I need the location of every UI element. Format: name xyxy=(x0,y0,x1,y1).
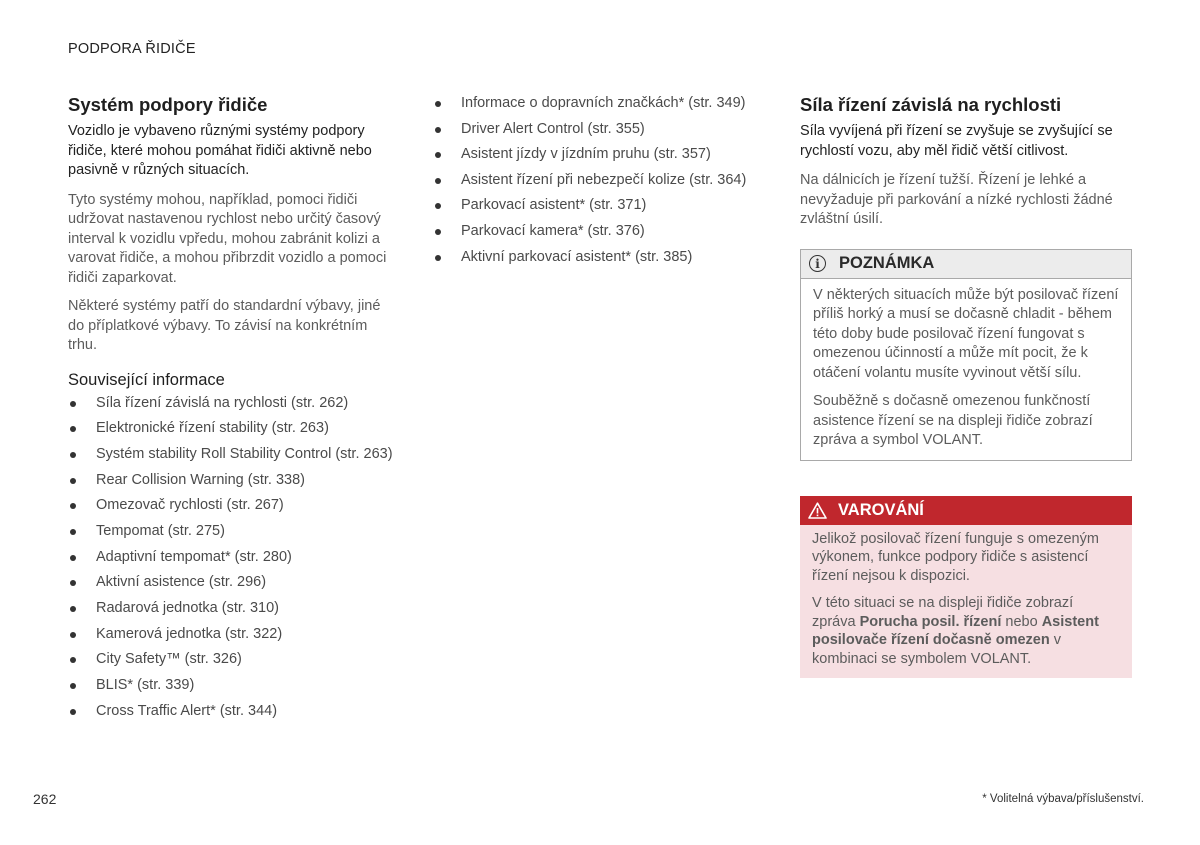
warning-message-name: Porucha posil. řízení xyxy=(859,613,1002,630)
warning-title: VAROVÁNÍ xyxy=(838,500,924,519)
related-link[interactable]: Rear Collision Warning (str. 338) xyxy=(68,471,393,491)
running-head: PODPORA ŘIDIČE xyxy=(68,41,196,57)
section-lead: Síla vyvíjená při řízení se zvyšuje se zvyšující se rychlostí vozu, aby měl řidič větší citlivost. xyxy=(800,123,1113,159)
note-paragraph: V některých situacích může být posilovač řízení příliš horký a musí se dočasně chladit - během této doby bude posilovač řízení fungovat s omezenou účinností a může mít pocit, že k otáčení volantu musíte vyvinout větší sílu. xyxy=(813,286,1119,381)
page-number: 262 xyxy=(33,791,57,807)
related-link[interactable]: Tempomat (str. 275) xyxy=(68,522,393,542)
warning-text: V této situaci se na displeji řidiče zobrazí zpráva xyxy=(812,595,1074,630)
section-title-speed-dependent-steering: Síla řízení závislá na rychlosti xyxy=(800,94,1062,115)
note-title: POZNÁMKA xyxy=(839,254,935,272)
related-link[interactable]: Adaptivní tempomat* (str. 280) xyxy=(68,548,393,568)
related-info-heading: Související informace xyxy=(68,370,225,389)
warning-text: nebo xyxy=(1001,613,1042,630)
related-link[interactable]: Parkovací asistent* (str. 371) xyxy=(433,196,763,216)
warning-triangle-icon xyxy=(808,502,827,519)
section-lead: Vozidlo je vybaveno různými systémy podpory řidiče, které mohou pomáhat řidiči aktivně nebo pasivně v různých situacích. xyxy=(68,123,372,178)
related-link[interactable]: Driver Alert Control (str. 355) xyxy=(433,120,763,140)
column-middle xyxy=(433,94,763,273)
note-header xyxy=(801,250,1131,279)
warning-header xyxy=(800,496,1132,525)
related-link[interactable]: City Safety™ (str. 326) xyxy=(68,650,393,670)
related-link[interactable]: Kamerová jednotka (str. 322) xyxy=(68,625,393,645)
related-link[interactable]: Síla řízení závislá na rychlosti (str. 262) xyxy=(68,394,393,414)
related-link[interactable]: Asistent řízení při nebezpečí kolize (str. 364) xyxy=(433,171,763,191)
related-link[interactable]: BLIS* (str. 339) xyxy=(68,676,393,696)
warning-body xyxy=(800,525,1132,679)
column-right xyxy=(800,94,1132,678)
related-link[interactable]: Aktivní asistence (str. 296) xyxy=(68,573,393,593)
section-title-driver-support: Systém podpory řidiče xyxy=(68,94,268,115)
warning-text: v kombinaci se symbolem VOLANT. xyxy=(812,632,1062,667)
warning-paragraph xyxy=(812,594,1120,668)
footnote: * Volitelná výbava/příslušenství. xyxy=(982,793,1144,805)
info-icon: i xyxy=(809,255,826,272)
warning-box xyxy=(800,496,1132,679)
related-links-list-continued xyxy=(433,94,763,267)
warning-paragraph: Jelikož posilovač řízení funguje s omezeným výkonem, funkce podpory řidiče s asistencí řízení nejsou k dispozici. xyxy=(812,530,1099,584)
note-body xyxy=(801,279,1131,460)
related-link[interactable]: Omezovač rychlosti (str. 267) xyxy=(68,496,393,516)
note-box xyxy=(800,249,1132,461)
related-link[interactable]: Cross Traffic Alert* (str. 344) xyxy=(68,702,393,722)
related-link[interactable]: Elektronické řízení stability (str. 263) xyxy=(68,419,393,439)
related-link[interactable]: Radarová jednotka (str. 310) xyxy=(68,599,393,619)
related-link[interactable]: Parkovací kamera* (str. 376) xyxy=(433,222,763,242)
note-paragraph: Souběžně s dočasně omezenou funkčností asistence řízení se na displeji řidiče zobrazí zpráva a symbol VOLANT. xyxy=(813,393,1093,448)
related-link[interactable]: Systém stability Roll Stability Control (str. 263) xyxy=(68,445,393,465)
warning-message-name: Asistent posilovače řízení dočasně omezen xyxy=(812,613,1099,648)
body-paragraph: Tyto systémy mohou, například, pomoci řidiči udržovat nastavenou rychlost nebo určitý časový interval k vozidlu vpředu, mohou zabránit kolizi a varovat řidiče, a mohou přibrzdit vozidlo a pomoci řidiči zaparkovat. xyxy=(68,191,387,286)
body-paragraph: Na dálnicích je řízení tužší. Řízení je lehké a nevyžaduje při parkování a nízké rychlosti žádné zvláštní úsilí. xyxy=(800,172,1113,227)
related-links-list xyxy=(68,394,393,722)
related-link[interactable]: Aktivní parkovací asistent* (str. 385) xyxy=(433,248,763,268)
body-paragraph: Některé systémy patří do standardní výbavy, jiné do příplatkové výbavy. To závisí na konkrétním trhu. xyxy=(68,298,381,353)
related-link[interactable]: Informace o dopravních značkách* (str. 349) xyxy=(433,94,763,114)
column-left xyxy=(68,94,393,727)
related-link[interactable]: Asistent jízdy v jízdním pruhu (str. 357) xyxy=(433,145,763,165)
